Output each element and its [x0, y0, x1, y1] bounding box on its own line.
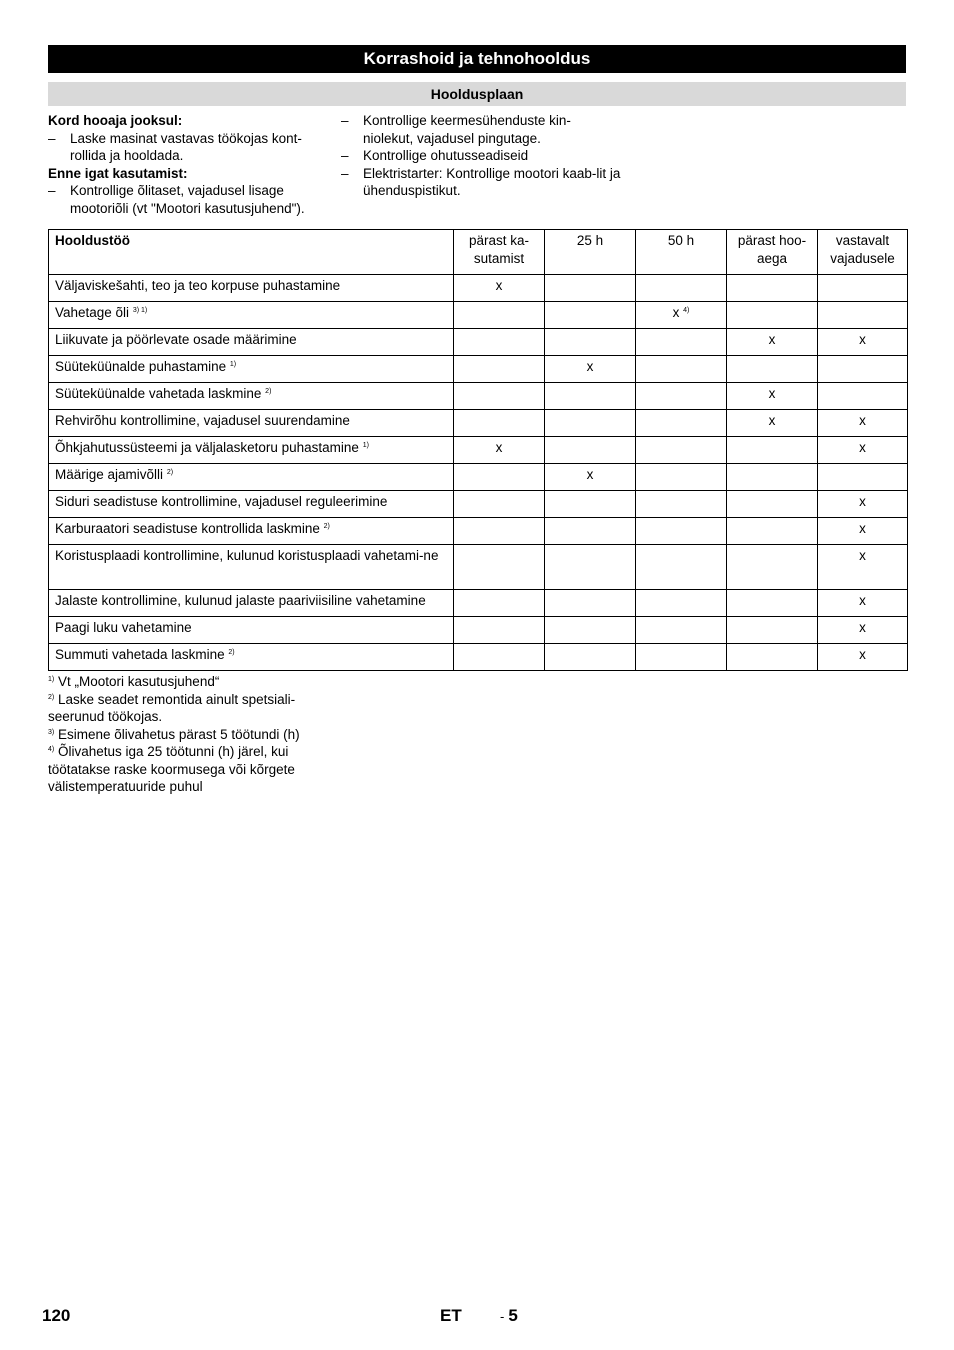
- interval-cell: [818, 275, 908, 302]
- table-row: [49, 356, 908, 383]
- interval-cell: [545, 356, 636, 383]
- footnote-mark: 4): [48, 746, 55, 753]
- interval-cell: [636, 410, 727, 437]
- task-cell: [49, 590, 454, 617]
- table-header-row: [49, 230, 908, 275]
- task-label: Määrige ajamivõlli: [55, 467, 164, 482]
- interval-cell: [818, 356, 908, 383]
- task-label: Jalaste kontrollimine, kulunud jalaste paariviisiline vahetamine: [55, 593, 426, 608]
- footnote: [48, 726, 338, 744]
- footnote-ref: 2): [323, 523, 330, 530]
- interval-cell: [727, 437, 818, 464]
- interval-cell: [636, 491, 727, 518]
- interval-mark: x: [586, 467, 594, 482]
- table-row: [49, 437, 908, 464]
- footnote: [48, 743, 338, 796]
- interval-mark: x: [859, 647, 866, 662]
- task-cell: [49, 437, 454, 464]
- interval-cell: [545, 491, 636, 518]
- task-label: Süüteküünalde puhastamine: [55, 359, 227, 374]
- interval-cell: [454, 356, 545, 383]
- interval-mark: x: [859, 593, 866, 608]
- interval-cell: [727, 518, 818, 545]
- task-cell: [49, 491, 454, 518]
- task-cell: [49, 329, 454, 356]
- table-header-cell: 25 h: [545, 230, 636, 275]
- intro-list-season: [48, 130, 328, 165]
- interval-cell: [818, 464, 908, 491]
- task-cell: [49, 275, 454, 302]
- intro-left-column: [48, 112, 328, 217]
- footnote-ref: 3) 1): [132, 307, 148, 314]
- task-cell: [49, 545, 454, 590]
- interval-cell: [545, 644, 636, 671]
- interval-cell: [636, 464, 727, 491]
- list-item: – Kontrollige ohutusseadiseid: [341, 147, 621, 165]
- subsection-title: Hooldusplaan: [430, 86, 524, 102]
- intro-mid-column: [341, 112, 621, 200]
- interval-mark: x: [586, 359, 594, 374]
- task-label: Liikuvate ja pöörlevate osade määrimine: [55, 332, 297, 347]
- interval-cell: [636, 590, 727, 617]
- footnote-ref: 1): [362, 442, 369, 449]
- interval-cell: [727, 302, 818, 329]
- list-item: – Laske masinat vastavas töökojas kont-rollida ja hooldada.: [48, 130, 328, 165]
- interval-cell: [636, 545, 727, 590]
- interval-cell: [454, 644, 545, 671]
- interval-cell: [545, 617, 636, 644]
- interval-cell: [454, 464, 545, 491]
- interval-cell: [454, 383, 545, 410]
- interval-mark: x: [859, 521, 866, 536]
- section-number: [500, 1306, 518, 1326]
- task-cell: [49, 518, 454, 545]
- section-title: Korrashoid ja tehnohooldus: [363, 49, 591, 68]
- table-row: [49, 491, 908, 518]
- table-row: [49, 617, 908, 644]
- interval-cell: [454, 617, 545, 644]
- interval-cell: [818, 410, 908, 437]
- interval-cell: [727, 545, 818, 590]
- interval-cell: [454, 275, 545, 302]
- list-item: – Elektristarter: Kontrollige mootori kaab-lit ja ühenduspistikut.: [341, 165, 621, 200]
- interval-cell: [818, 518, 908, 545]
- footnotes: [48, 673, 338, 796]
- task-label: Siduri seadistuse kontrollimine, vajadusel reguleerimine: [55, 494, 388, 509]
- intro-heading-season: Kord hooaja jooksul:: [48, 113, 183, 128]
- interval-cell: [545, 545, 636, 590]
- table-header-cell: pärast ka-sutamist: [454, 230, 545, 275]
- intro-list-checks: [341, 112, 621, 200]
- table-row: [49, 329, 908, 356]
- table-body: [49, 275, 908, 671]
- interval-cell: [636, 617, 727, 644]
- intro-heading-before-use: Enne igat kasutamist:: [48, 165, 188, 181]
- section-dash: -: [500, 1309, 505, 1324]
- page-number: 120: [42, 1306, 71, 1325]
- task-cell: [49, 356, 454, 383]
- list-item: – Kontrollige keermesühenduste kin-niolekut, vajadusel pingutage.: [341, 112, 621, 147]
- interval-cell: [818, 545, 908, 590]
- table-row: [49, 545, 908, 590]
- footnote: [48, 691, 338, 726]
- task-label: Summuti vahetada laskmine: [55, 647, 225, 662]
- footnote-ref: 2): [166, 469, 174, 476]
- interval-cell: [454, 491, 545, 518]
- interval-mark: x: [768, 386, 776, 401]
- interval-cell: [454, 518, 545, 545]
- table-row: [49, 590, 908, 617]
- task-label: Vahetage õli: [55, 305, 130, 320]
- interval-cell: [727, 329, 818, 356]
- interval-cell: [636, 518, 727, 545]
- interval-cell: [818, 437, 908, 464]
- interval-cell: [454, 590, 545, 617]
- table-row: [49, 275, 908, 302]
- interval-cell: [545, 383, 636, 410]
- interval-cell: [727, 410, 818, 437]
- footnote-ref: 2): [228, 649, 235, 656]
- interval-cell: [636, 329, 727, 356]
- section-title-bar: [48, 45, 906, 73]
- interval-cell: [727, 491, 818, 518]
- table-row: [49, 464, 908, 491]
- task-label: Paagi luku vahetamine: [55, 620, 192, 635]
- interval-cell: [818, 644, 908, 671]
- interval-cell: [818, 302, 908, 329]
- interval-cell: [727, 644, 818, 671]
- footnote-mark: 1): [48, 676, 55, 683]
- table-row: [49, 518, 908, 545]
- interval-mark: x: [859, 440, 866, 455]
- task-cell: [49, 644, 454, 671]
- interval-cell: [818, 383, 908, 410]
- interval-cell: [636, 644, 727, 671]
- interval-cell: [727, 590, 818, 617]
- subsection-title-bar: [48, 82, 906, 106]
- table-row: [49, 410, 908, 437]
- table-row: [49, 383, 908, 410]
- table-row: [49, 302, 908, 329]
- interval-mark: x: [859, 413, 866, 428]
- interval-cell: [545, 410, 636, 437]
- interval-cell: [727, 383, 818, 410]
- interval-mark: x: [768, 413, 776, 428]
- interval-mark: x: [768, 332, 776, 347]
- interval-cell: [818, 491, 908, 518]
- interval-cell: [818, 329, 908, 356]
- interval-mark: x: [495, 440, 503, 455]
- interval-cell: [545, 437, 636, 464]
- footnote-text: Vt „Mootori kasutusjuhend“: [58, 674, 220, 689]
- task-cell: [49, 464, 454, 491]
- task-cell: [49, 410, 454, 437]
- interval-cell: [454, 437, 545, 464]
- interval-cell: [727, 275, 818, 302]
- footnote-ref: 2): [265, 388, 272, 395]
- task-label: Väljaviskešahti, teo ja teo korpuse puhastamine: [55, 278, 341, 293]
- table-header-cell: 50 h: [636, 230, 727, 275]
- footnote-ref: 1): [229, 361, 237, 368]
- interval-cell: [818, 590, 908, 617]
- task-label: Õhkjahutussüsteemi ja väljalasketoru puhastamine: [55, 440, 359, 455]
- task-cell: [49, 617, 454, 644]
- interval-mark: x: [859, 620, 866, 635]
- interval-cell: [636, 383, 727, 410]
- interval-cell: [818, 617, 908, 644]
- interval-cell: [545, 275, 636, 302]
- interval-cell: [454, 545, 545, 590]
- footnote-text: Esimene õlivahetus pärast 5 töötundi (h): [58, 726, 300, 742]
- interval-cell: [454, 302, 545, 329]
- interval-mark: x: [672, 305, 680, 320]
- table-header-cell: vastavalt vajadusele: [818, 230, 908, 275]
- interval-cell: [636, 356, 727, 383]
- language-code: ET: [440, 1306, 462, 1325]
- task-label: Rehvirõhu kontrollimine, vajadusel suurendamine: [55, 413, 350, 428]
- interval-cell: [545, 590, 636, 617]
- interval-cell: [545, 518, 636, 545]
- task-cell: [49, 383, 454, 410]
- footnote-mark: 2): [48, 693, 55, 701]
- interval-mark: x: [859, 494, 866, 509]
- interval-mark: x: [495, 278, 503, 293]
- interval-cell: [727, 356, 818, 383]
- section-value: 5: [508, 1306, 518, 1325]
- table-header-cell: Hooldustöö: [49, 230, 454, 275]
- task-label: Karburaatori seadistuse kontrollida laskmine: [55, 521, 320, 536]
- footnote-mark: 3): [48, 728, 55, 736]
- interval-cell: [545, 464, 636, 491]
- task-label: Koristusplaadi kontrollimine, kulunud koristusplaadi vahetami-ne: [55, 548, 439, 563]
- interval-mark: x: [859, 332, 866, 347]
- intro-list-before-use: [48, 182, 328, 217]
- interval-cell: [545, 329, 636, 356]
- table-header-cell: pärast hoo-aega: [727, 230, 818, 275]
- list-item: – Kontrollige õlitaset, vajadusel lisage mootoriõli (vt "Mootori kasutusjuhend").: [48, 182, 328, 217]
- interval-cell: [454, 410, 545, 437]
- interval-mark: x: [859, 548, 866, 563]
- interval-cell: [454, 329, 545, 356]
- interval-cell: [727, 464, 818, 491]
- interval-cell: [545, 302, 636, 329]
- task-label: Süüteküünalde vahetada laskmine: [55, 386, 262, 401]
- footnote: [48, 673, 338, 691]
- task-cell: [49, 302, 454, 329]
- table-row: [49, 644, 908, 671]
- footnote-text: Laske seadet remontida ainult spetsiali-seerunud töökojas.: [48, 691, 296, 724]
- interval-cell: [636, 275, 727, 302]
- interval-cell: [636, 437, 727, 464]
- interval-cell: [636, 302, 727, 329]
- footnote-text: Õlivahetus iga 25 töötunni (h) järel, kui töötatakse raske koormusega või kõrgete välistemperatuuride puhul: [48, 744, 295, 794]
- footnote-ref: 4): [683, 307, 690, 314]
- maintenance-table: [48, 229, 908, 671]
- interval-cell: [727, 617, 818, 644]
